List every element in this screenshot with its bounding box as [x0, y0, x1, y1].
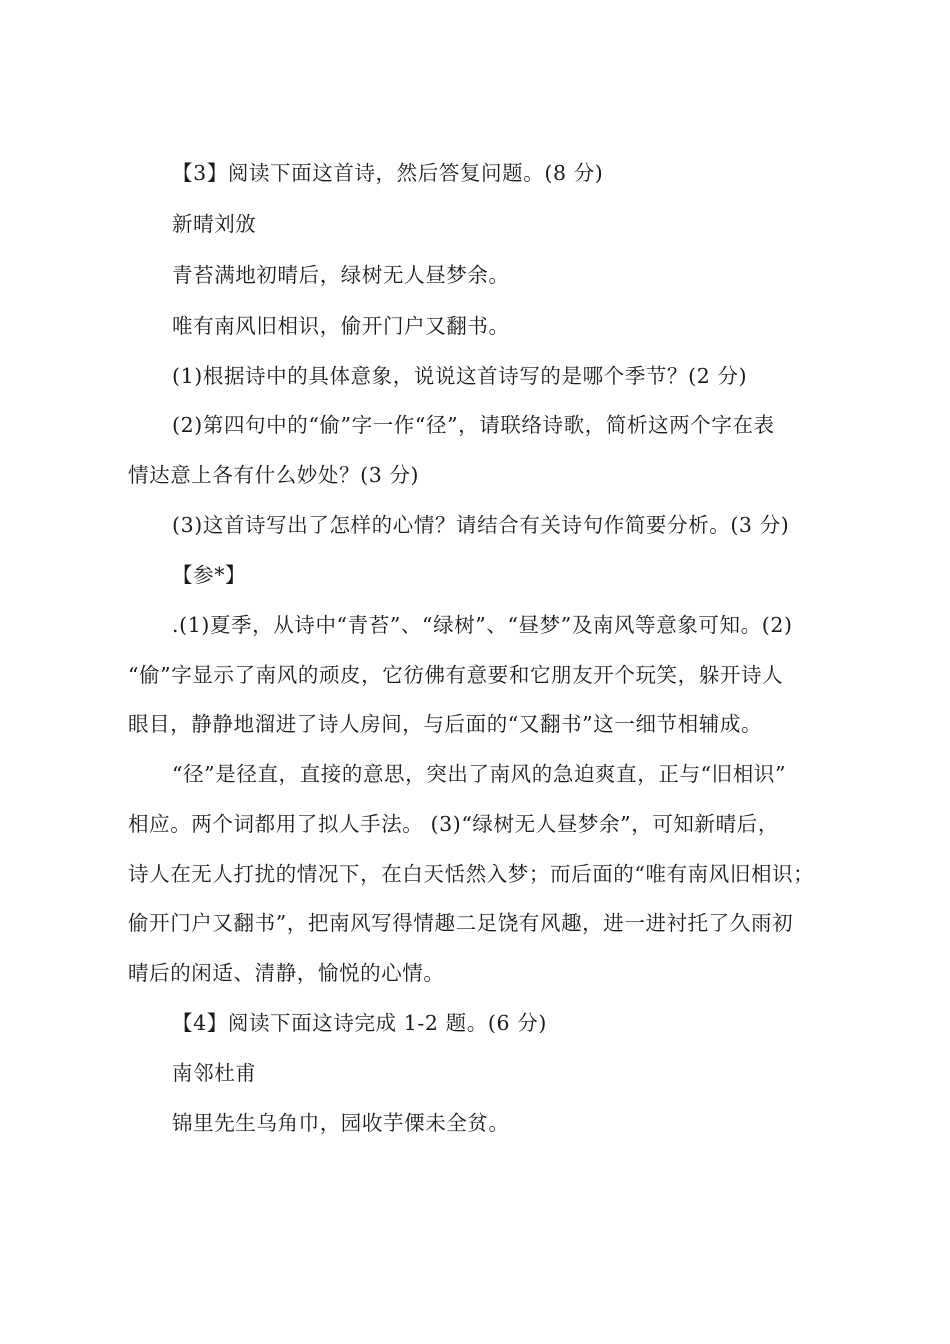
answer-line-5: 相应。两个词都用了拟人手法。 (3)“绿树无人昼梦余”，可知新晴后，: [128, 812, 779, 836]
question-3-heading: 【3】阅读下面这首诗，然后答复问题。(8 分): [172, 161, 604, 185]
sub-question-1: (1)根据诗中的具体意象，说说这首诗写的是哪个季节？(2 分): [172, 364, 748, 388]
poem2-line-1: 锦里先生乌角巾，园收芋傈未全贫。: [172, 1111, 510, 1135]
answer-line-2: “偷”字显示了南风的顽皮，它彷佛有意要和它朋友开个玩笑，躲开诗人: [128, 663, 784, 687]
sub-question-2-part-2: 情达意上各有什么妙处？(3 分): [128, 463, 420, 487]
question-4-heading: 【4】阅读下面这诗完成 1-2 题。(6 分): [172, 1011, 547, 1035]
answer-line-3: 眼目，静静地溜进了诗人房间，与后面的“又翻书”这一细节相辅成。: [128, 712, 763, 736]
answer-heading: 【参*】: [172, 563, 247, 587]
answer-line-6: 诗人在无人打扰的情况下，在白天恬然入梦；而后面的“唯有南风旧相识；: [128, 862, 815, 886]
sub-question-2-part-1: (2)第四句中的“偷”字一作“径”，请联络诗歌，简析这两个字在表: [172, 413, 775, 437]
poem-line-2: 唯有南风旧相识，偷开门户又翻书。: [172, 314, 510, 338]
sub-question-3: (3)这首诗写出了怎样的心情？请结合有关诗句作简要分析。(3 分): [172, 513, 790, 537]
answer-line-1: .(1)夏季，从诗中“青苔”、“绿树”、“昼梦”及南风等意象可知。(2): [172, 613, 793, 637]
answer-line-4: “径”是径直，直接的意思，突出了南风的急迫爽直，正与“旧相识”: [172, 762, 787, 786]
poem-line-1: 青苔满地初晴后，绿树无人昼梦余。: [172, 263, 510, 287]
answer-line-8: 晴后的闲适、清静，愉悦的心情。: [128, 961, 445, 985]
poem2-title-author: 南邻杜甫: [172, 1061, 257, 1085]
answer-line-7: 偷开门户又翻书”，把南风写得情趣二足饶有风趣，进一进衬托了久雨初: [128, 911, 794, 935]
poem-title-author: 新晴刘攽: [172, 212, 257, 236]
